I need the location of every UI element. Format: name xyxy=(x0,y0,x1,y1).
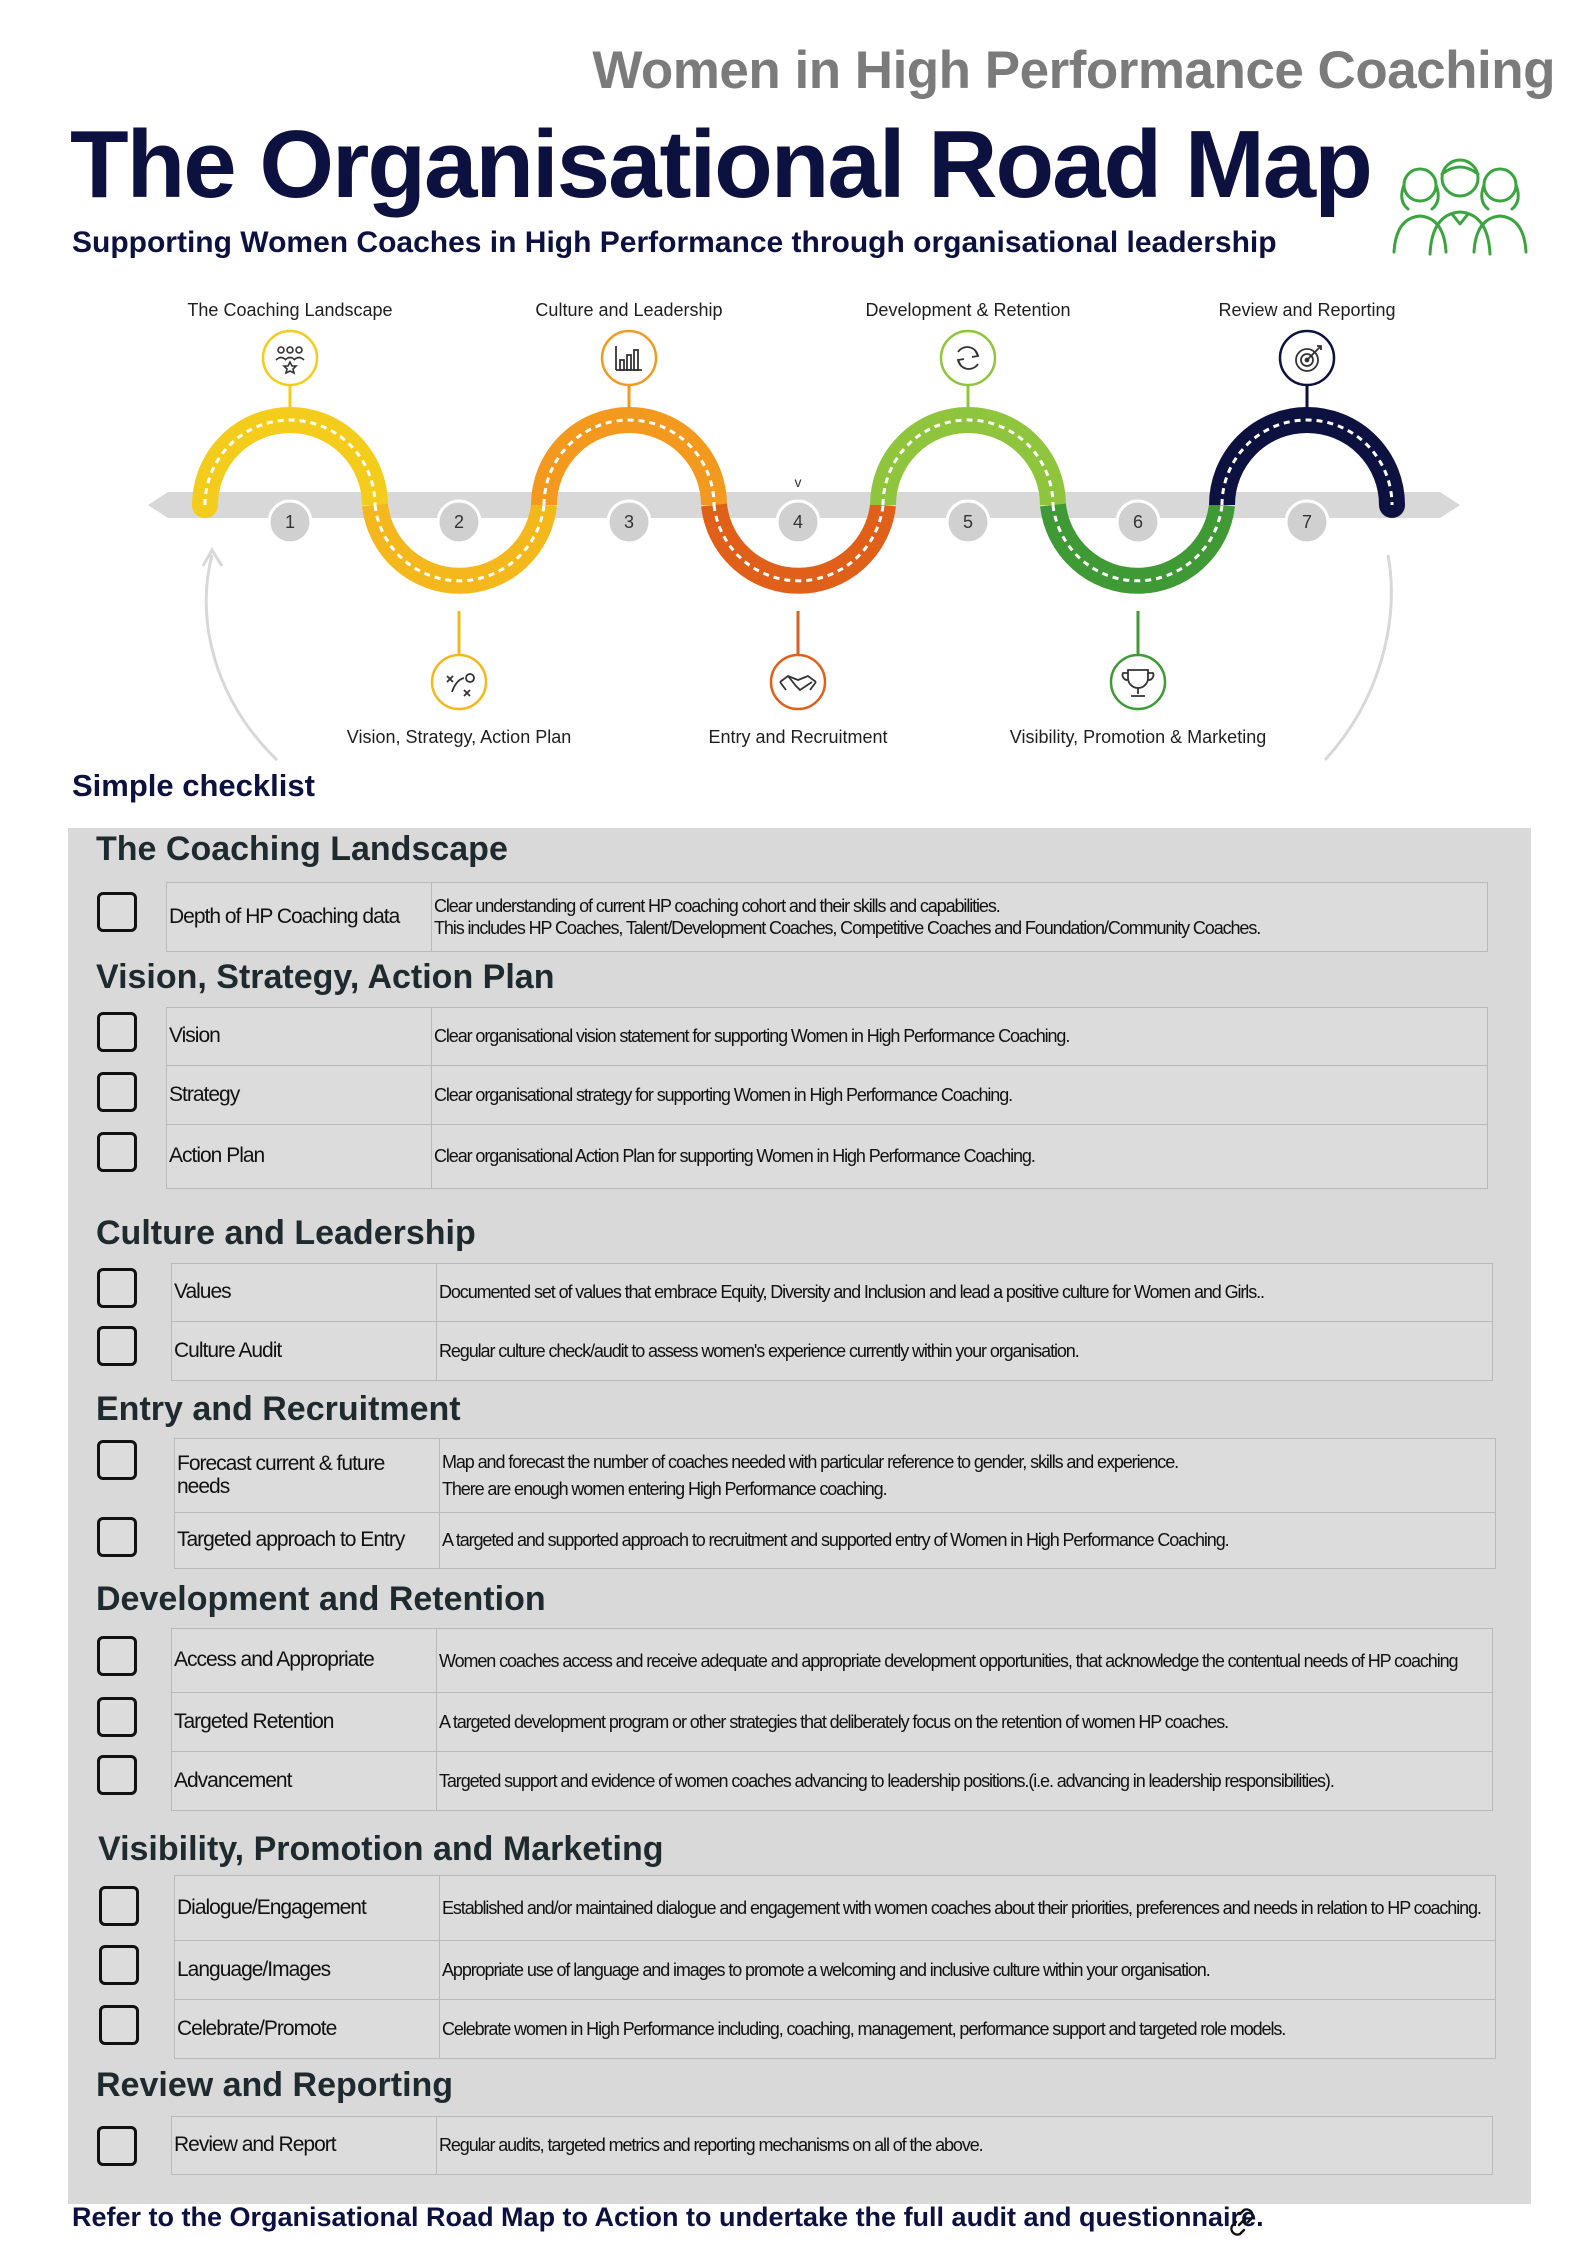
item-description-line: Celebrate women in High Performance including, coaching, management, performance support and targeted role models. xyxy=(442,2018,1286,2039)
checklist-row xyxy=(166,1066,1488,1125)
section-title-development-retention: Development and Retention xyxy=(96,1580,546,1618)
item-description-line: Targeted support and evidence of women coaches advancing to leadership positions.(i.e. advancing in leadership responsibilities). xyxy=(439,1770,1334,1791)
checkbox-targeted-retention[interactable] xyxy=(97,1697,137,1737)
item-label: Advancement xyxy=(172,1752,437,1810)
section-title-culture-leadership: Culture and Leadership xyxy=(96,1214,476,1252)
checklist-row xyxy=(174,1513,1496,1569)
item-description-line: Documented set of values that embrace Equity, Diversity and Inclusion and lead a positive culture for Women and Girls.. xyxy=(439,1282,1264,1303)
stage-label-development-retention: Development & Retention xyxy=(865,300,1071,320)
checkbox-review-report[interactable] xyxy=(97,2126,137,2166)
item-description xyxy=(437,1629,1492,1692)
checklist-table-culture-leadership xyxy=(171,1263,1493,1381)
item-description xyxy=(440,1513,1495,1568)
item-description-line: Clear understanding of current HP coaching cohort and their skills and capabilities. xyxy=(434,895,1000,916)
step-number-4: 4 xyxy=(792,512,804,532)
section-title-coaching-landscape: The Coaching Landscape xyxy=(96,830,508,868)
item-description-line: A targeted development program or other strategies that deliberately focus on the retention of women HP coaches. xyxy=(439,1711,1229,1732)
step-number-1: 1 xyxy=(284,512,296,532)
checklist-table-visibility-promotion xyxy=(174,1875,1496,2059)
item-description xyxy=(440,1439,1495,1512)
checkbox-targeted-entry[interactable] xyxy=(97,1517,137,1557)
checkbox-dialogue-engagement[interactable] xyxy=(99,1886,139,1926)
checklist-heading: Simple checklist xyxy=(72,768,315,803)
item-description-line: Women coaches access and receive adequate and appropriate development opportunities, that acknowledge the contentual needs of HP coaching xyxy=(439,1650,1458,1671)
checkbox-strategy[interactable] xyxy=(97,1072,137,1112)
item-label: Action Plan xyxy=(167,1125,432,1188)
checklist-table-review-reporting xyxy=(171,2116,1493,2175)
item-label: Celebrate/Promote xyxy=(175,2000,440,2058)
checklist-table-development-retention xyxy=(171,1628,1493,1811)
item-description xyxy=(432,1066,1487,1124)
step-number-5: 5 xyxy=(962,512,974,532)
item-label: Access and Appropriate xyxy=(172,1629,437,1692)
checkbox-advancement[interactable] xyxy=(97,1755,137,1795)
item-description-line: Clear organisational strategy for supporting Women in High Performance Coaching. xyxy=(434,1084,1013,1105)
checkbox-access-appropriate[interactable] xyxy=(97,1636,137,1676)
checkbox-language-images[interactable] xyxy=(99,1945,139,1985)
checkbox-celebrate-promote[interactable] xyxy=(99,2005,139,2045)
item-description xyxy=(437,1752,1492,1810)
item-description-line: Regular audits, targeted metrics and reporting mechanisms on all of the above. xyxy=(439,2135,983,2156)
item-description-line: Clear organisational Action Plan for supporting Women in High Performance Coaching. xyxy=(434,1146,1035,1167)
item-label: Review and Report xyxy=(172,2117,437,2174)
item-description xyxy=(437,1264,1492,1321)
item-description xyxy=(437,1322,1492,1380)
item-label: Targeted approach to Entry xyxy=(175,1513,440,1568)
item-description-line: A targeted and supported approach to recruitment and supported entry of Women in High Performance Coaching. xyxy=(442,1530,1229,1551)
checklist-row xyxy=(166,1125,1488,1189)
item-label: Language/Images xyxy=(175,1941,440,1999)
checklist-row xyxy=(166,882,1488,952)
checklist-row xyxy=(174,1438,1496,1513)
item-label: Culture Audit xyxy=(172,1322,437,1380)
checkbox-depth-hp-data[interactable] xyxy=(97,892,137,932)
item-label: Dialogue/Engagement xyxy=(175,1876,440,1940)
step-marker: v xyxy=(794,474,802,490)
item-label: Depth of HP Coaching data xyxy=(167,883,432,951)
checklist-row xyxy=(171,1322,1493,1381)
item-label: Strategy xyxy=(167,1066,432,1124)
checklist-row xyxy=(174,1941,1496,2000)
step-number-6: 6 xyxy=(1132,512,1144,532)
item-description-line: This includes HP Coaches, Talent/Development Coaches, Competitive Coaches and Foundation/Community Coaches. xyxy=(434,918,1261,938)
section-title-visibility-promotion: Visibility, Promotion and Marketing xyxy=(98,1830,664,1868)
item-description-line: Appropriate use of language and images to promote a welcoming and inclusive culture within your organisation. xyxy=(442,1959,1210,1980)
item-description xyxy=(440,1941,1495,1999)
item-label: Forecast current & future needs xyxy=(175,1439,440,1512)
section-title-vision-strategy: Vision, Strategy, Action Plan xyxy=(96,958,555,996)
page-subtitle: Supporting Women Coaches in High Performance through organisational leadership xyxy=(72,226,1277,259)
section-title-review-reporting: Review and Reporting xyxy=(96,2066,454,2104)
step-number-2: 2 xyxy=(453,512,465,532)
step-number-7: 7 xyxy=(1301,512,1313,532)
checklist-row xyxy=(171,1693,1493,1752)
item-description-line: Clear organisational vision statement for supporting Women in High Performance Coaching. xyxy=(434,1026,1070,1047)
checkbox-action-plan[interactable] xyxy=(97,1132,137,1172)
checklist-row xyxy=(166,1007,1488,1066)
checkbox-vision[interactable] xyxy=(97,1012,137,1052)
checklist-row xyxy=(171,1752,1493,1811)
item-description-line: Regular culture check/audit to assess women's experience currently within your organisation. xyxy=(439,1340,1079,1361)
stage-label-vision-strategy: Vision, Strategy, Action Plan xyxy=(346,727,572,747)
stage-label-culture-leadership: Culture and Leadership xyxy=(535,300,723,320)
checklist-table-coaching-landscape xyxy=(166,882,1488,952)
checklist-row xyxy=(174,2000,1496,2059)
item-description-line: There are enough women entering High Performance coaching. xyxy=(442,1478,887,1499)
roadmap-diagram xyxy=(0,0,1587,770)
item-description xyxy=(432,1008,1487,1065)
section-title-entry-recruitment: Entry and Recruitment xyxy=(96,1390,461,1428)
item-description xyxy=(432,1125,1487,1188)
item-label: Values xyxy=(172,1264,437,1321)
item-description xyxy=(440,1876,1495,1940)
checklist-row xyxy=(171,1263,1493,1322)
stage-label-review-reporting: Review and Reporting xyxy=(1218,300,1396,320)
checkbox-values[interactable] xyxy=(97,1268,137,1308)
item-description-line: Map and forecast the number of coaches needed with particular reference to gender, skills and experience. xyxy=(442,1452,1179,1472)
item-label: Targeted Retention xyxy=(172,1693,437,1751)
item-description xyxy=(437,1693,1492,1751)
item-description xyxy=(440,2000,1495,2058)
checklist-row xyxy=(171,1628,1493,1693)
checklist-table-entry-recruitment xyxy=(174,1438,1496,1569)
item-description xyxy=(432,883,1487,951)
item-description xyxy=(437,2117,1492,2174)
stage-label-visibility-promotion: Visibility, Promotion & Marketing xyxy=(1009,727,1267,747)
item-description-line: Established and/or maintained dialogue and engagement with women coaches about their priorities, preferences and needs in relation to HP coaching. xyxy=(442,1898,1481,1918)
checkbox-forecast-needs[interactable] xyxy=(97,1440,137,1480)
footer-note: Refer to the Organisational Road Map to Action to undertake the full audit and questionnaire. xyxy=(72,2202,1264,2232)
checkbox-culture-audit[interactable] xyxy=(97,1326,137,1366)
checklist-row xyxy=(174,1875,1496,1941)
page-title: The Organisational Road Map xyxy=(70,111,1371,218)
checklist-row xyxy=(171,2116,1493,2175)
stage-label-entry-recruitment: Entry and Recruitment xyxy=(708,727,888,747)
link-icon[interactable] xyxy=(1222,2202,1262,2247)
step-number-3: 3 xyxy=(623,512,635,532)
brand-title: Women in High Performance Coaching xyxy=(592,41,1555,100)
item-label: Vision xyxy=(167,1008,432,1065)
checklist-table-vision-strategy xyxy=(166,1007,1488,1189)
stage-label-coaching-landscape: The Coaching Landscape xyxy=(187,300,393,320)
